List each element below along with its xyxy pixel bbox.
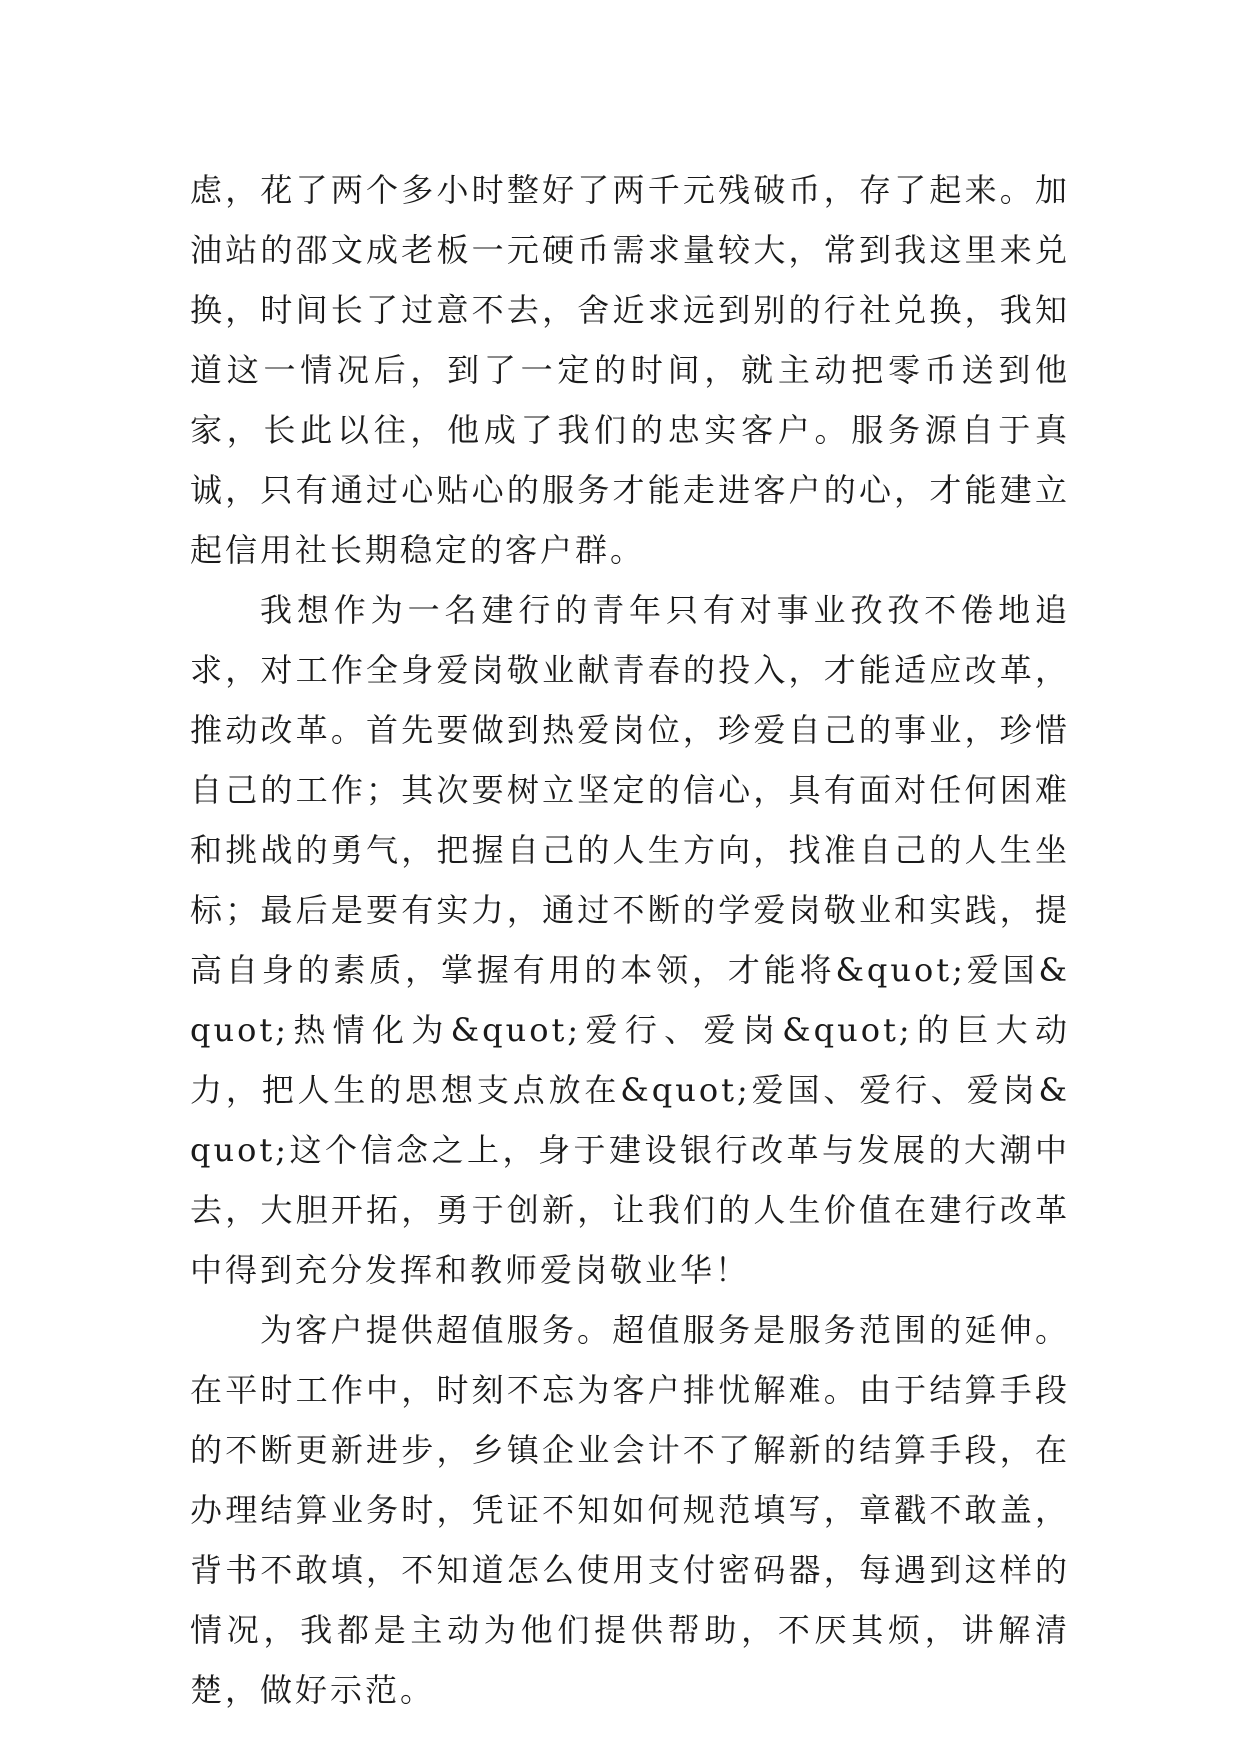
- paragraph-3: 为客户提供超值服务。超值服务是服务范围的延伸。在平时工作中，时刻不忘为客户排忧解难。由于结算手段的不断更新进步，乡镇企业会计不了解新的结算手段，在办理结算业务时，凭证不知如何规范填写，章戳不敢盖，背书不敢填，不知道怎么使用支付密码器，每遇到这样的情况，我都是主动为他们提供帮助，不厌其烦，讲解清楚，做好示范。: [190, 1311, 1070, 1709]
- paragraph-1: 虑，花了两个多小时整好了两千元残破币，存了起来。加油站的邵文成老板一元硬币需求量较大，常到我这里来兑换，时间长了过意不去，舍近求远到别的行社兑换，我知道这一情况后，到了一定的时间，就主动把零币送到他家，长此以往，他成了我们的忠实客户。服务源自于真诚，只有通过心贴心的服务才能走进客户的心，才能建立起信用社长期稳定的客户群。: [190, 171, 1070, 569]
- document-body: [190, 160, 1070, 1720]
- paragraph-2: 我想作为一名建行的青年只有对事业孜孜不倦地追求，对工作全身爱岗敬业献青春的投入，才能适应改革，推动改革。首先要做到热爱岗位，珍爱自己的事业，珍惜自己的工作；其次要树立坚定的信心，具有面对任何困难和挑战的勇气，把握自己的人生方向，找准自己的人生坐标；最后是要有实力，通过不断的学爱岗敬业和实践，提高自身的素质，掌握有用的本领，才能将&quot;爱国&quot;热情化为&quot;爱行、爱岗&quot;的巨大动力，把人生的思想支点放在&quot;爱国、爱行、爱岗&quot;这个信念之上，身于建设银行改革与发展的大潮中去，大胆开拓，勇于创新，让我们的人生价值在建行改革中得到充分发挥和教师爱岗敬业华！: [190, 591, 1070, 1289]
